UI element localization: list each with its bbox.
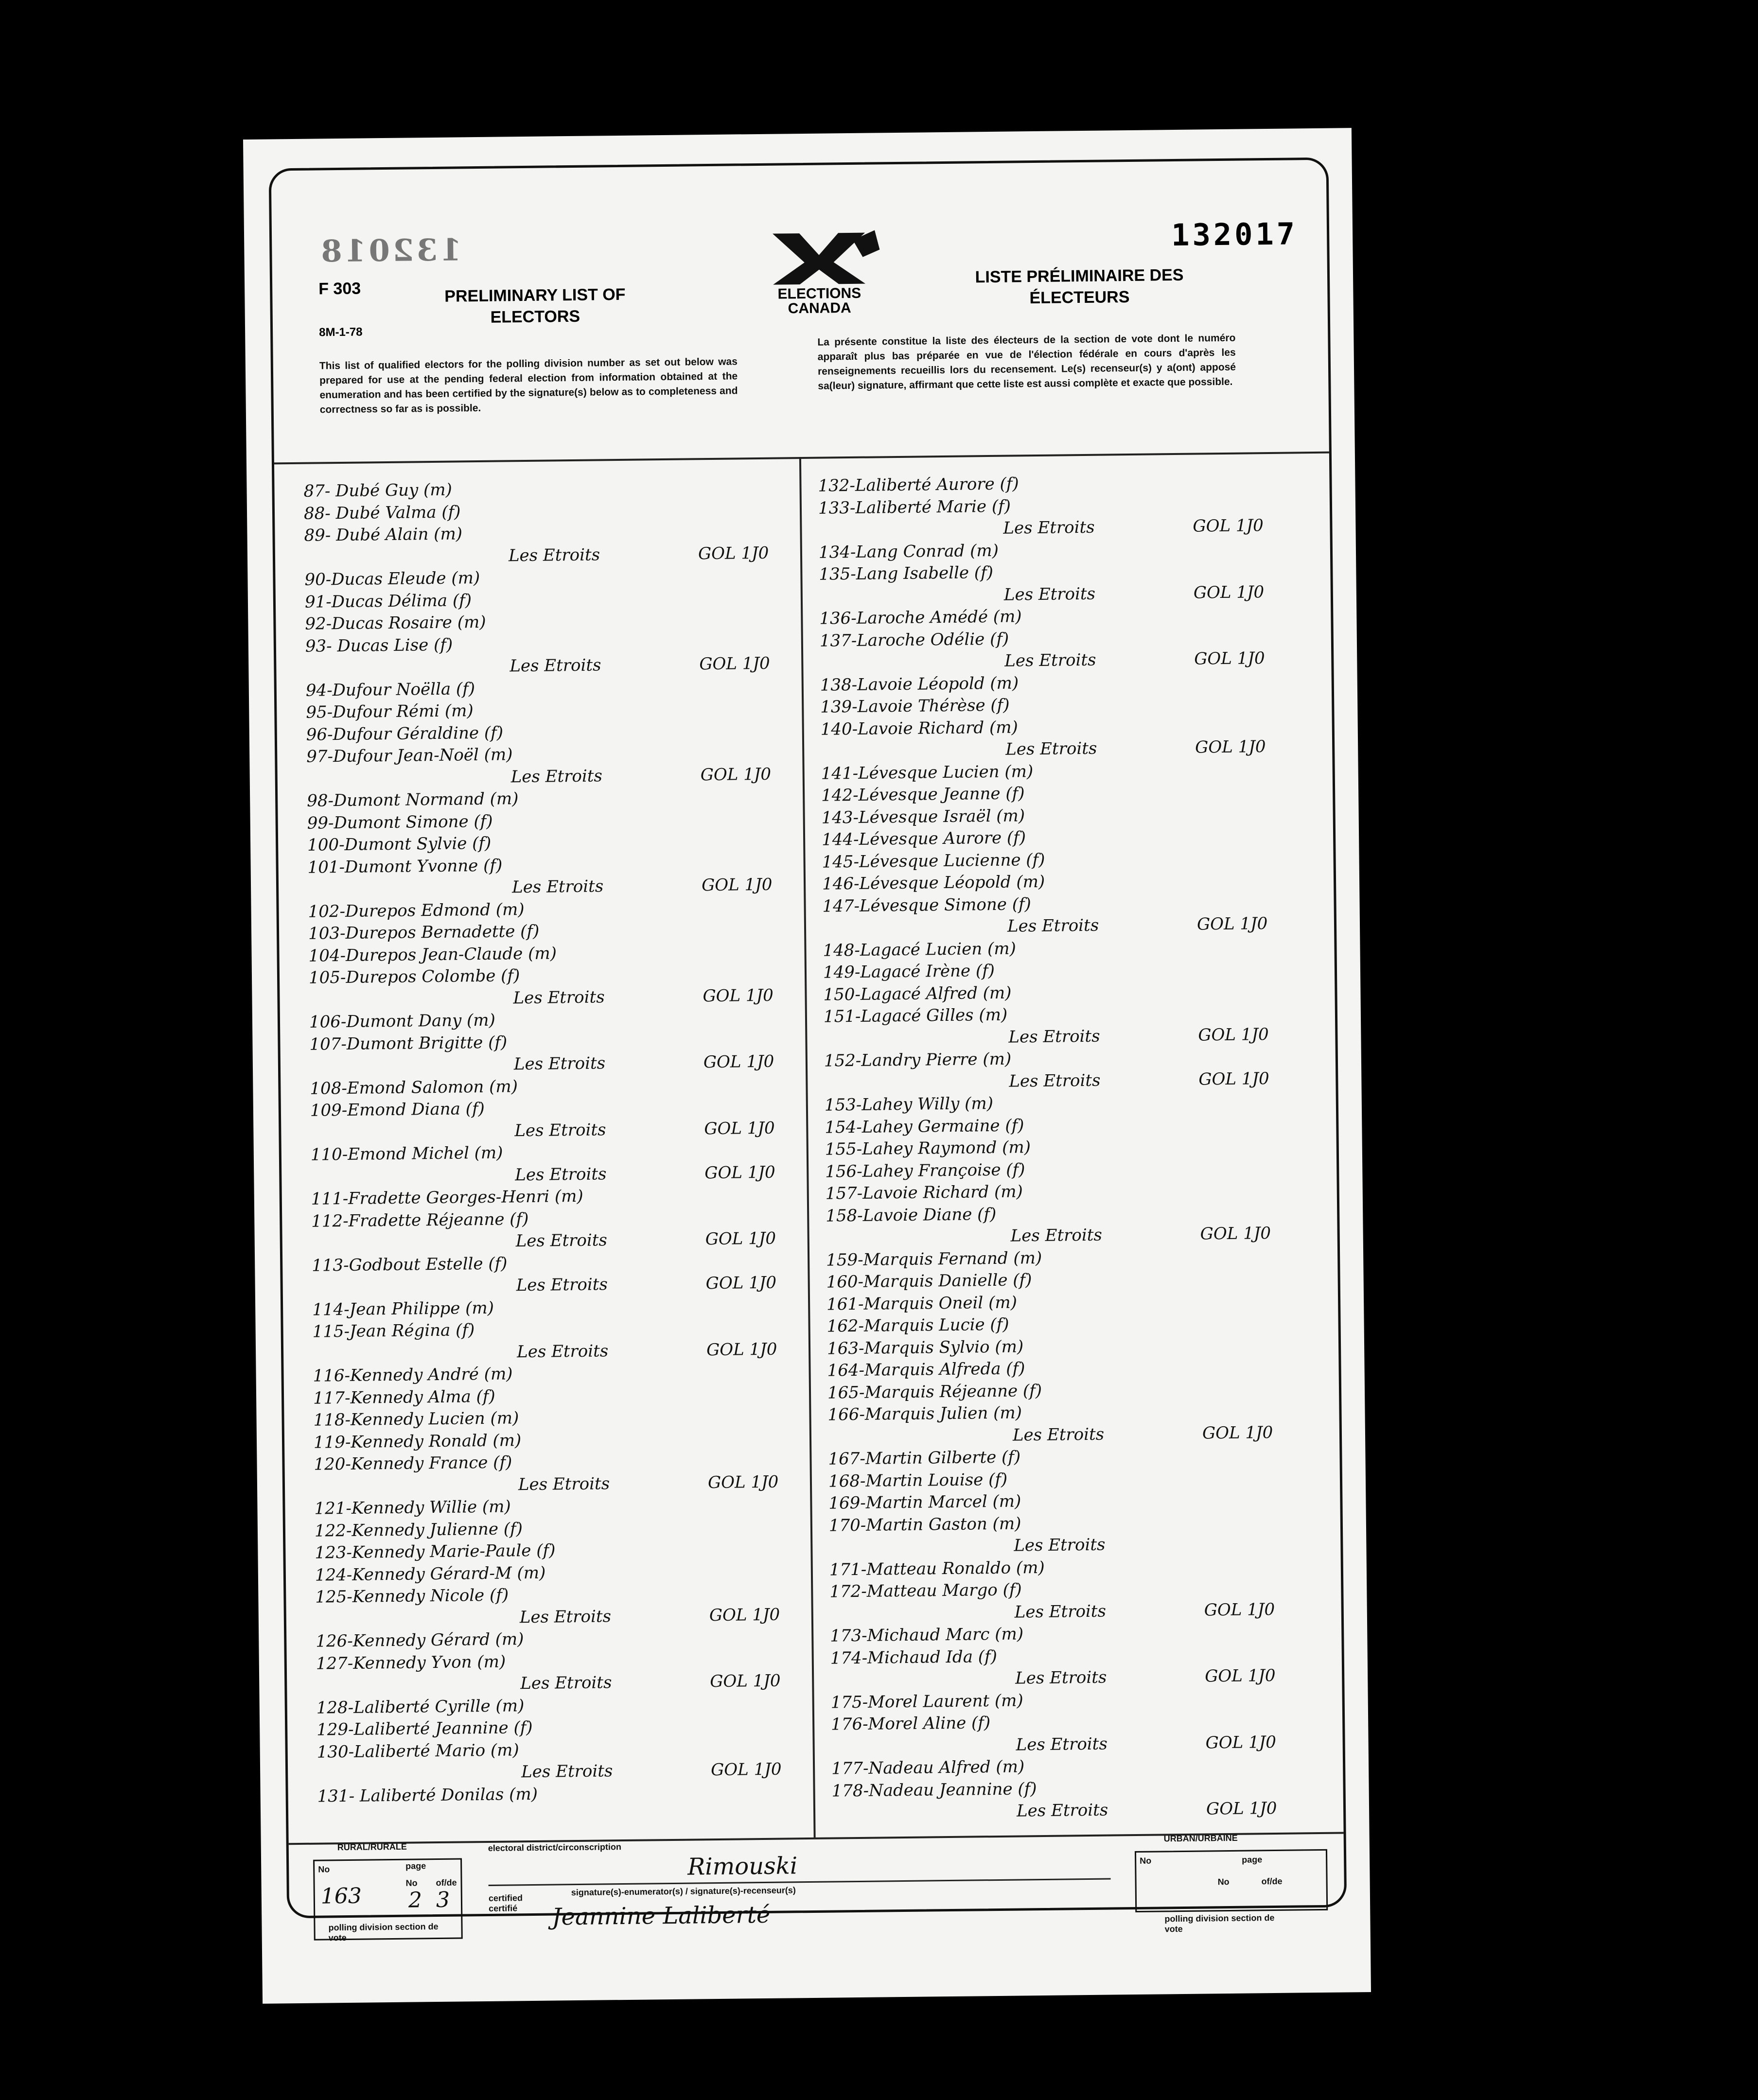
elector-entry: 104-Durepos Jean-Claude (m) <box>308 943 557 966</box>
elector-entry: 130-Laliberté Mario (m) <box>316 1740 519 1762</box>
address-street: Les Etroits <box>1009 1070 1101 1091</box>
elector-entry: 147-Lévesque Simone (f) <box>822 894 1032 916</box>
postal-code: GOL 1J0 <box>1193 516 1264 536</box>
elector-entry: 156-Lahey Françoise (f) <box>825 1159 1025 1182</box>
elector-entry: 140-Lavoie Richard (m) <box>820 717 1018 739</box>
mirrored-number: 132018 <box>318 232 462 269</box>
postal-code: GOL 1J0 <box>1204 1599 1275 1620</box>
postal-code: GOL 1J0 <box>1198 1068 1269 1089</box>
elector-entry: 132-Laliberté Aurore (f) <box>818 474 1019 496</box>
address-street: Les Etroits <box>515 1230 608 1251</box>
postal-code: GOL 1J0 <box>699 653 770 674</box>
elector-entry: 90-Ducas Eleude (m) <box>304 568 480 590</box>
elector-entry: 142-Lévesque Jeanne (f) <box>821 784 1025 805</box>
elector-entry: 92-Ducas Rosaire (m) <box>305 612 486 634</box>
elector-entry: 138-Lavoie Léopold (m) <box>820 673 1019 695</box>
address-street: Les Etroits <box>510 655 601 676</box>
address-street: Les Etroits <box>518 1473 610 1494</box>
postal-code: GOL 1J0 <box>701 875 773 895</box>
form-frame <box>269 158 1347 1943</box>
elector-entry: 150-Lagacé Alfred (m) <box>823 983 1012 1005</box>
intro-english: This list of qualified electors for the polling division number as set out below was prepared for use at the pending federal election from information obtained at the enumeration and has been certified by the signature(s) below as to completeness and correctness so far as is possible. <box>319 356 738 416</box>
title-french <box>943 264 1216 310</box>
elector-entry: 124-Kennedy Gérard-M (m) <box>315 1563 546 1585</box>
title-english <box>442 284 628 329</box>
postal-code: GOL 1J0 <box>710 1671 781 1692</box>
postal-code: GOL 1J0 <box>706 1339 777 1360</box>
postal-code: GOL 1J0 <box>700 764 772 785</box>
rural-no-label: No <box>318 1864 330 1874</box>
elector-entry: 121-Kennedy Willie (m) <box>314 1497 511 1519</box>
right-elector-column <box>818 471 1333 1821</box>
postal-code: GOL 1J0 <box>705 1273 777 1294</box>
district-rule <box>489 1878 1111 1886</box>
logo-line1: ELECTIONS <box>777 285 861 302</box>
address-street: Les Etroits <box>1010 1225 1103 1246</box>
elector-entry: 99-Dumont Simone (f) <box>307 811 493 833</box>
elector-entry: 143-Lévesque Israël (m) <box>821 805 1025 828</box>
elector-entry: 159-Marquis Fernand (m) <box>826 1248 1042 1270</box>
elector-entry: 135-Lang Isabelle (f) <box>819 562 994 584</box>
postal-code: GOL 1J0 <box>709 1605 780 1625</box>
elector-entry: 169-Martin Marcel (m) <box>828 1491 1021 1513</box>
postal-code: GOL 1J0 <box>1200 1224 1271 1244</box>
elector-entry: 152-Landry Pierre (m) <box>824 1049 1012 1071</box>
elector-entry: 108-Emond Salomon (m) <box>310 1076 518 1099</box>
elector-entry: 134-Lang Conrad (m) <box>818 541 999 562</box>
left-elector-column <box>303 476 819 1806</box>
elector-entry: 171-Matteau Ronaldo (m) <box>829 1558 1045 1580</box>
elector-entry: 93- Ducas Lise (f) <box>305 635 453 656</box>
postal-code: GOL 1J0 <box>705 1228 776 1249</box>
address-street: Les Etroits <box>1016 1800 1108 1821</box>
address-street: Les Etroits <box>1007 915 1099 936</box>
address-street: Les Etroits <box>1003 584 1096 605</box>
enumerator-signature: Jeannine Laliberté <box>552 1901 771 1931</box>
elector-entry: 166-Marquis Julien (m) <box>827 1403 1022 1425</box>
elector-entry: 137-Laroche Odélie (f) <box>819 629 1009 651</box>
elector-entry: 94-Dufour Noëlla (f) <box>305 679 475 700</box>
address-street: Les Etroits <box>1005 738 1097 759</box>
postal-code: GOL 1J0 <box>698 543 769 563</box>
elector-entry: 145-Lévesque Lucienne (f) <box>822 850 1045 872</box>
elector-entry: 105-Durepos Colombe (f) <box>308 966 520 988</box>
address-street: Les Etroits <box>514 1120 606 1140</box>
division-number: 163 <box>320 1883 362 1909</box>
title-fr-line2: ÉLECTEURS <box>1029 287 1130 308</box>
footer-section <box>308 1827 1335 1955</box>
address-street: Les Etroits <box>516 1341 609 1362</box>
postal-code: GOL 1J0 <box>707 1472 779 1492</box>
certified-label: certified certifié <box>488 1893 523 1913</box>
address-street: Les Etroits <box>1008 1026 1100 1047</box>
elector-entry: 122-Kennedy Julienne (f) <box>314 1519 523 1541</box>
elector-entry: 155-Lahey Raymond (m) <box>825 1138 1031 1159</box>
elections-canada-logo <box>753 228 885 326</box>
logo-line2: CANADA <box>788 299 851 317</box>
elector-entry: 88- Dubé Valma (f) <box>303 502 461 524</box>
address-street: Les Etroits <box>1004 650 1096 671</box>
rural-page-label: page <box>405 1861 426 1871</box>
district-value: Rimouski <box>687 1852 798 1881</box>
elector-entry: 158-Lavoie Diane (f) <box>826 1204 997 1226</box>
elector-entry: 120-Kennedy France (f) <box>314 1452 512 1474</box>
urban-polling-division-label: polling division section de vote <box>1164 1913 1275 1934</box>
page-total: 3 <box>436 1887 450 1913</box>
elector-entry: 175-Morel Laurent (m) <box>830 1690 1023 1713</box>
elector-entry: 115-Jean Régina (f) <box>312 1320 475 1342</box>
elector-entry: 172-Matteau Margo (f) <box>829 1580 1022 1602</box>
elector-entry: 111-Fradette Georges-Henri (m) <box>311 1186 583 1209</box>
postal-code: GOL 1J0 <box>704 1118 775 1138</box>
address-street: Les Etroits <box>1015 1667 1107 1688</box>
postal-code: GOL 1J0 <box>1194 648 1265 669</box>
postal-code: GOL 1J0 <box>704 1162 775 1183</box>
form-date: 8M-1-78 <box>319 325 363 339</box>
document-page <box>243 128 1371 2004</box>
postal-code: GOL 1J0 <box>1206 1798 1277 1819</box>
postal-code: GOL 1J0 <box>1195 737 1266 757</box>
address-street: Les Etroits <box>520 1673 612 1694</box>
address-street: Les Etroits <box>513 987 605 1008</box>
postal-code: GOL 1J0 <box>1205 1732 1277 1752</box>
logo-mark-icon <box>753 228 885 287</box>
intro-french: La présente constitue la liste des électeurs de la section de vote dont le numéro apparaît plus bas préparée en vue de l'élection fédérale en cours d'après les renseignements recueillis lors du recensement. Le(s) recenseur(s) y a(ont) apposé sa(leur) signature, affirmant que cette liste est aussi complète et exacte que possible. <box>817 332 1236 392</box>
address-street: Les Etroits <box>521 1761 613 1782</box>
elector-entry: 141-Lévesque Lucien (m) <box>821 761 1034 784</box>
postal-code: GOL 1J0 <box>710 1759 782 1780</box>
elector-entry: 139-Lavoie Thérèse (f) <box>820 695 1010 717</box>
elector-entry: 118-Kennedy Lucien (m) <box>313 1408 519 1430</box>
rural-label: RURAL/RURALE <box>337 1841 407 1853</box>
address-street: Les Etroits <box>511 876 604 897</box>
header-divider <box>274 452 1329 465</box>
elector-entry: 101-Dumont Yvonne (f) <box>307 856 503 877</box>
address-street: Les Etroits <box>515 1164 607 1185</box>
elector-entry: 119-Kennedy Ronald (m) <box>313 1430 522 1452</box>
form-code: F 303 <box>318 279 361 298</box>
address-street: Les Etroits <box>1003 517 1095 538</box>
address-street: Les Etroits <box>519 1606 612 1627</box>
title-en-line1: PRELIMINARY LIST OF <box>444 285 626 306</box>
elector-entry: 146-Lévesque Léopold (m) <box>822 872 1045 894</box>
elector-entry: 106-Dumont Dany (m) <box>309 1010 496 1032</box>
elector-entry: 162-Marquis Lucie (f) <box>826 1314 1009 1336</box>
polling-division-label: polling division section de vote <box>328 1922 439 1943</box>
elector-entry: 163-Marquis Sylvio (m) <box>826 1336 1024 1359</box>
elector-entry: 116-Kennedy André (m) <box>313 1364 513 1386</box>
elector-entry: 149-Lagacé Irène (f) <box>823 961 995 982</box>
elector-entry: 165-Marquis Réjeanne (f) <box>827 1381 1042 1403</box>
page-number: 2 <box>408 1888 422 1913</box>
urban-label: URBAN/URBAINE <box>1163 1833 1238 1844</box>
postal-code: GOL 1J0 <box>703 985 774 1006</box>
serial-number: 132017 <box>1171 216 1298 253</box>
elector-entry: 114-Jean Philippe (m) <box>312 1298 494 1320</box>
elector-entry: 144-Lévesque Aurore (f) <box>821 828 1026 850</box>
column-divider <box>799 457 816 1838</box>
elector-entry: 136-Laroche Amédé (m) <box>819 607 1022 629</box>
elector-entry: 157-Lavoie Richard (m) <box>825 1182 1023 1204</box>
elector-entry: 170-Martin Gaston (m) <box>828 1513 1021 1536</box>
postal-code: GOL 1J0 <box>1204 1665 1276 1686</box>
elector-entry: 112-Fradette Réjeanne (f) <box>311 1209 529 1231</box>
elector-entry: 123-Kennedy Marie-Paule (f) <box>315 1540 556 1563</box>
elector-entry: 153-Lahey Willy (m) <box>824 1093 994 1115</box>
elector-entry: 102-Durepos Edmond (m) <box>308 899 525 922</box>
title-en-line2: ELECTORS <box>490 307 580 327</box>
rural-of-label: of/de <box>436 1877 457 1888</box>
urban-page-label: page <box>1242 1855 1263 1865</box>
elector-entry: 148-Lagacé Lucien (m) <box>823 938 1016 961</box>
elector-entry: 110-Emond Michel (m) <box>310 1143 503 1165</box>
elector-entry: 87- Dubé Guy (m) <box>303 480 453 501</box>
elector-entry: 129-Laliberté Jeannine (f) <box>316 1717 533 1740</box>
elector-entry: 133-Laliberté Marie (f) <box>818 496 1011 518</box>
address-street: Les Etroits <box>513 1053 606 1074</box>
elector-entry: 167-Martin Gilberte (f) <box>828 1447 1021 1469</box>
elector-entry: 96-Dufour Géraldine (f) <box>306 723 504 745</box>
address-street: Les Etroits <box>510 766 603 787</box>
elector-entry: 125-Kennedy Nicole (f) <box>315 1585 509 1607</box>
elector-entry: 154-Lahey Germaine (f) <box>825 1115 1024 1138</box>
postal-code: GOL 1J0 <box>1202 1422 1273 1443</box>
address-street: Les Etroits <box>1014 1535 1106 1556</box>
elector-entry: 178-Nadeau Jeannine (f) <box>831 1779 1037 1801</box>
elector-entry: 151-Lagacé Gilles (m) <box>823 1005 1008 1027</box>
elector-entry: 117-Kennedy Alma (f) <box>313 1386 495 1408</box>
title-fr-line1: LISTE PRÉLIMINAIRE DES <box>975 265 1184 287</box>
elector-entry: 109-Emond Diana (f) <box>310 1099 485 1120</box>
elector-entry: 103-Durepos Bernadette (f) <box>308 921 540 944</box>
elector-entry: 127-Kennedy Yvon (m) <box>316 1652 506 1674</box>
elector-entry: 98-Dumont Normand (m) <box>307 789 519 811</box>
signature-label: signature(s)-enumerator(s) / signature(s)-recenseur(s) <box>571 1885 796 1898</box>
elector-entry: 126-Kennedy Gérard (m) <box>316 1629 524 1651</box>
district-label: electoral district/circonscription <box>488 1842 621 1853</box>
urban-page-no-label: No <box>1217 1876 1230 1887</box>
elector-entry: 100-Dumont Sylvie (f) <box>307 833 492 855</box>
postal-code: GOL 1J0 <box>1193 582 1265 603</box>
address-street: Les Etroits <box>1012 1424 1105 1445</box>
elector-entry: 128-Laliberté Cyrille (m) <box>316 1696 525 1718</box>
postal-code: GOL 1J0 <box>1198 1024 1269 1045</box>
address-street: Les Etroits <box>1016 1734 1108 1755</box>
rural-page-no-label: No <box>405 1878 418 1888</box>
elector-entry: 95-Dufour Rémi (m) <box>306 701 474 722</box>
address-street: Les Etroits <box>516 1275 608 1295</box>
urban-of-label: of/de <box>1261 1876 1283 1887</box>
elector-entry: 89- Dubé Alain (m) <box>304 524 463 545</box>
elector-entry: 174-Michaud Ida (f) <box>830 1646 998 1668</box>
elector-entry: 91-Ducas Délima (f) <box>304 590 472 612</box>
elector-entry: 173-Michaud Marc (m) <box>830 1624 1024 1646</box>
elector-entry: 97-Dufour Jean-Noël (m) <box>306 745 513 767</box>
elector-entry: 160-Marquis Danielle (f) <box>826 1270 1032 1292</box>
address-street: Les Etroits <box>508 544 600 565</box>
elector-entry: 113-Godbout Estelle (f) <box>312 1253 508 1276</box>
address-street: Les Etroits <box>1014 1601 1107 1622</box>
elector-entry: 164-Marquis Alfreda (f) <box>827 1359 1025 1381</box>
elector-entry: 131- Laliberté Donilas (m) <box>317 1784 538 1806</box>
elector-entry: 168-Martin Louise (f) <box>828 1470 1008 1491</box>
elector-entry: 161-Marquis Oneil (m) <box>826 1293 1018 1314</box>
postal-code: GOL 1J0 <box>703 1051 774 1072</box>
elector-entry: 176-Morel Aline (f) <box>830 1713 991 1734</box>
urban-box <box>1135 1849 1328 1912</box>
urban-no-label: No <box>1140 1855 1152 1866</box>
postal-code: GOL 1J0 <box>1196 914 1268 934</box>
elector-entry: 107-Dumont Brigitte (f) <box>309 1032 508 1054</box>
elector-entry: 177-Nadeau Alfred (m) <box>831 1757 1025 1779</box>
